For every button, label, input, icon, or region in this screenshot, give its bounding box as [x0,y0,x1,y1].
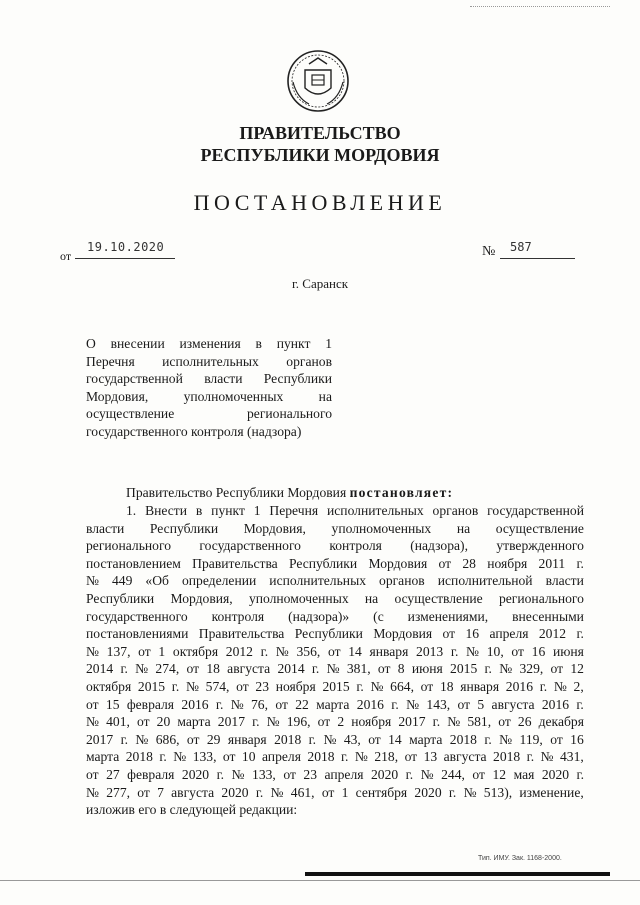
paragraph-line: № 401, от 20 марта 2017 г. № 196, от 2 ноября 2017 г. № 581, от 26 декабря [86,714,584,730]
subject-line: О внесении изменения в пункт 1 [86,336,332,351]
intro-keyword: постановляет: [349,485,454,500]
subject-line: государственной власти Республики [86,371,332,386]
date-value: 19.10.2020 [87,240,165,254]
paragraph-line: № 277, от 7 августа 2020 г. № 461, от 1 сентября 2020 г. № 513), изменение, [86,784,584,800]
number-prefix: № [482,244,496,259]
paragraph-line: регионального государственного контроля (надзора), утвержденного [86,538,584,554]
paragraph-line: государственного контроля (надзора)» (с изменениями, внесенными [86,608,584,624]
number-field [500,240,575,259]
government-name-line1: ПРАВИТЕЛЬСТВО [239,123,401,143]
number-value: 587 [510,240,532,254]
paragraph-line: от 15 февраля 2016 г. № 76, от 22 марта 2016 г. № 143, от 5 августа 2016 г. [86,696,584,712]
intro-line [86,484,584,502]
subject-line: осуществление регионального [86,406,332,421]
document-type-title: ПОСТАНОВЛЕНИЕ [193,190,447,215]
document-subject [86,335,332,440]
paragraph-line: № 449 «Об определении исполнительных органов исполнительной власти [86,573,584,589]
paragraph-line: 1. Внести в пункт 1 Перечня исполнительных органов государственной [126,503,584,518]
paragraph-line: марта 2018 г. № 133, от 10 апреля 2018 г. № 218, от 13 августа 2018 г. № 431, [86,749,584,765]
paragraph-line: Республики Мордовия, уполномоченных на осуществление регионального [86,590,584,606]
paragraph-line: власти Республики Мордовия, уполномоченных на осуществление [86,520,584,536]
government-name-line2: РЕСПУБЛИКИ МОРДОВИЯ [200,145,440,165]
subject-line: Перечня исполнительных органов [86,353,332,369]
paragraph-line: 2017 г. № 686, от 29 января 2018 г. № 43, от 14 марта 2018 г. № 119, от 16 [86,731,584,747]
date-prefix: от [60,249,72,263]
city-name: г. Саранск [291,276,349,291]
scan-edge-mark [470,6,610,7]
paragraph-line: от 27 февраля 2020 г. № 133, от 23 апреля 2020 г. № 244, от 12 мая 2020 г. [86,766,584,782]
paragraph-line: постановлением Правительства Республики Мордовия от 28 ноября 2011 г. [86,555,584,571]
coat-of-arms-emblem-icon [285,48,351,114]
paragraph-line: изложив его в следующей редакции: [86,802,298,818]
intro-text: Правительство Республики Мордовия [126,485,347,500]
date-field [75,240,175,259]
subject-line: государственного контроля (надзора) [86,423,302,439]
bottom-border-line [0,880,640,881]
paragraph-line: 2014 г. № 274, от 18 августа 2014 г. № 381, от 8 июня 2015 г. № 329, от 12 [86,661,584,677]
paragraph-line: октября 2015 г. № 574, от 23 ноября 2015 г. № 664, от 18 января 2016 г. № 2, [86,678,584,694]
print-mark: Тип. ИМУ. Зак. 1168-2000. [478,855,562,862]
paragraph-line: постановлениями Правительства Республики Мордовия от 16 апреля 2012 г. [86,626,584,642]
paragraph-line: № 137, от 1 октября 2012 г. № 356, от 14 января 2013 г. № 10, от 16 июня [86,643,584,659]
bottom-border-bar [305,872,610,876]
paragraph-1 [86,502,584,819]
subject-line: Мордовия, уполномоченных на [86,388,332,404]
